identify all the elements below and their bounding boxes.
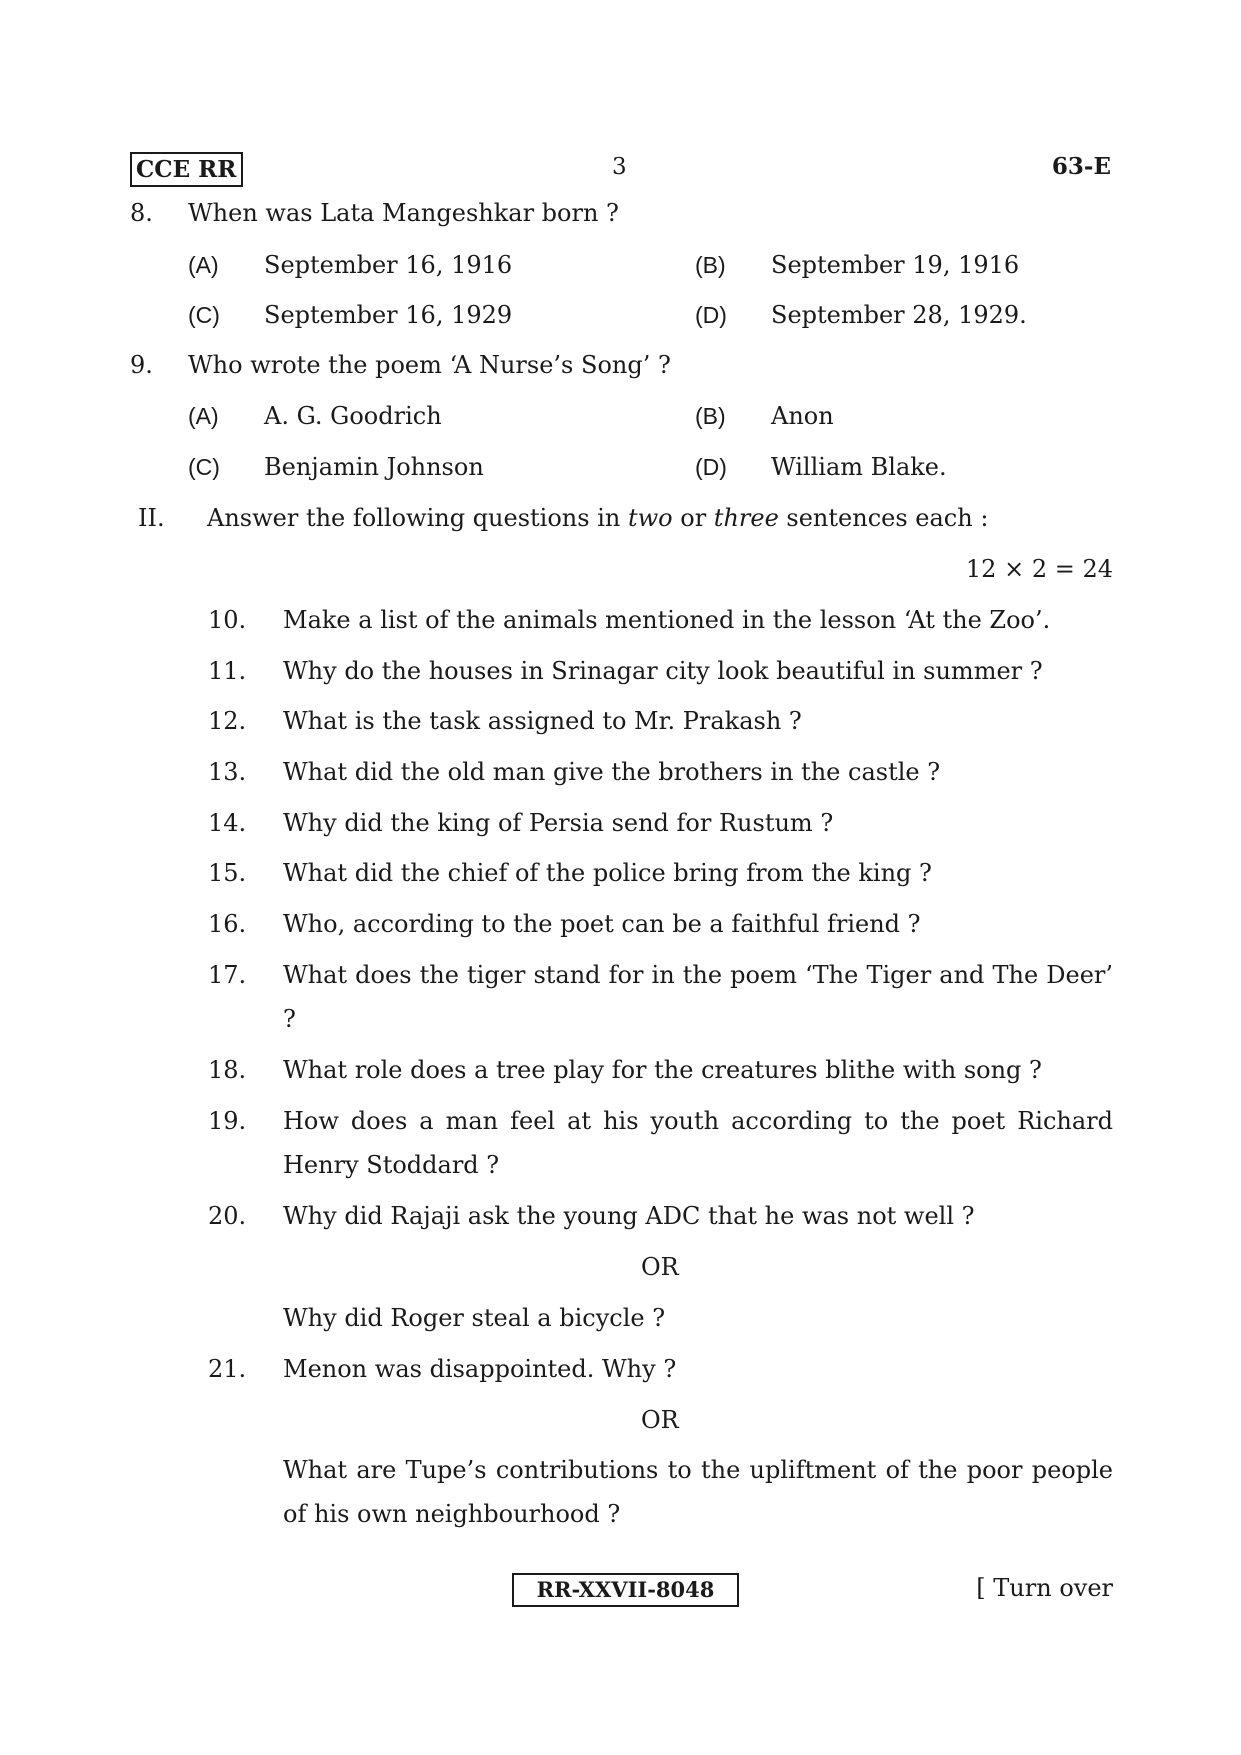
option-text: William Blake. xyxy=(771,453,947,481)
section-instruction: Answer the following questions in two or three sentences each : xyxy=(207,504,989,532)
question-text: Make a list of the animals mentioned in the lesson ‘At the Zoo’. xyxy=(283,606,1051,634)
question-number: 17. xyxy=(208,961,247,989)
option-letter: (D) xyxy=(695,302,727,328)
question-text: Why did Rajaji ask the young ADC that he was not well ? xyxy=(283,1202,975,1230)
question-number: 16. xyxy=(208,910,247,938)
alternative-question-text: Why did Roger steal a bicycle ? xyxy=(283,1304,666,1332)
question-text: Why did the king of Persia send for Rustum ? xyxy=(283,809,834,837)
question-number: 19. xyxy=(208,1107,247,1135)
option-letter: (C) xyxy=(188,454,220,480)
question-number: 20. xyxy=(208,1202,247,1230)
question-text: How does a man feel at his youth according to the poet Richard Henry Stoddard ? xyxy=(283,1107,1113,1179)
question-text: Who wrote the poem ‘A Nurse’s Song’ ? xyxy=(188,351,671,379)
booklet-code-box: RR-XXVII-8048 xyxy=(512,1573,739,1607)
question-number: 10. xyxy=(208,606,247,634)
option-letter: (A) xyxy=(188,252,219,278)
question-text: Who, according to the poet can be a faithful friend ? xyxy=(283,910,921,938)
section-numeral: II. xyxy=(138,504,165,532)
turn-over-note: [ Turn over xyxy=(976,1574,1113,1602)
paper-series-box: CCE RR xyxy=(130,152,243,187)
question-text: What role does a tree play for the creatures blithe with song ? xyxy=(283,1056,1042,1084)
question-number: 15. xyxy=(208,859,247,887)
question-number: 9. xyxy=(130,351,153,379)
page-number: 3 xyxy=(612,154,627,180)
option-letter: (B) xyxy=(695,252,726,278)
option-letter: (D) xyxy=(695,454,727,480)
question-text: What is the task assigned to Mr. Prakash ? xyxy=(283,707,802,735)
question-text: When was Lata Mangeshkar born ? xyxy=(188,199,619,227)
option-text: Benjamin Johnson xyxy=(264,453,484,481)
question-number: 21. xyxy=(208,1355,247,1383)
question-number: 13. xyxy=(208,758,247,786)
alternative-question-text: What are Tupe’s contributions to the upliftment of the poor people of his own neighbourhood ? xyxy=(283,1456,1113,1528)
question-text: What does the tiger stand for in the poem ‘The Tiger and The Deer’ ? xyxy=(283,961,1113,1033)
question-number: 14. xyxy=(208,809,247,837)
option-text: Anon xyxy=(771,402,834,430)
question-number: 18. xyxy=(208,1056,247,1084)
or-separator: OR xyxy=(641,1406,679,1434)
question-number: 12. xyxy=(208,707,247,735)
option-text: September 16, 1929 xyxy=(264,301,513,329)
or-separator: OR xyxy=(641,1253,679,1281)
option-letter: (B) xyxy=(695,403,726,429)
option-text: September 19, 1916 xyxy=(771,251,1020,279)
option-text: September 16, 1916 xyxy=(264,251,513,279)
question-text: Menon was disappointed. Why ? xyxy=(283,1355,677,1383)
option-letter: (A) xyxy=(188,403,219,429)
question-text: Why do the houses in Srinagar city look beautiful in summer ? xyxy=(283,657,1043,685)
paper-code: 63-E xyxy=(1051,153,1111,180)
option-letter: (C) xyxy=(188,302,220,328)
option-text: September 28, 1929. xyxy=(771,301,1027,329)
option-text: A. G. Goodrich xyxy=(264,402,442,430)
question-number: 11. xyxy=(208,657,247,685)
marks-allocation: 12 × 2 = 24 xyxy=(965,555,1113,583)
question-text: What did the chief of the police bring from the king ? xyxy=(283,859,932,887)
question-number: 8. xyxy=(130,199,153,227)
question-text: What did the old man give the brothers in the castle ? xyxy=(283,758,941,786)
